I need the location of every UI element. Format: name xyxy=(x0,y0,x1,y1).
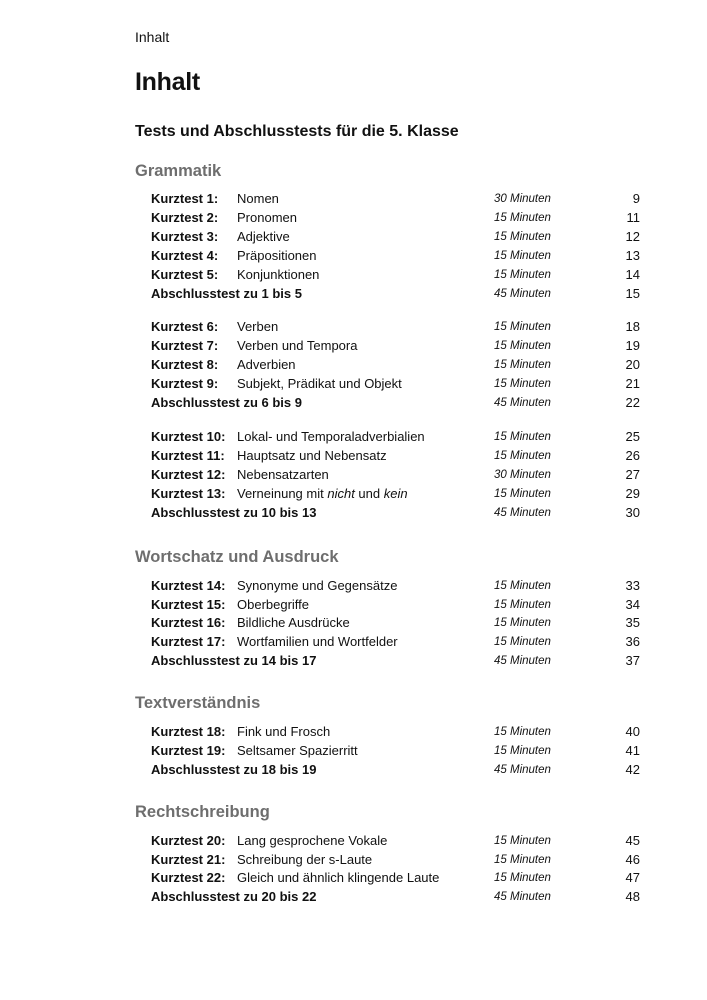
entry-label: Kurztest 3: xyxy=(151,229,219,244)
entry-label: Abschlusstest zu 10 bis 13 xyxy=(151,505,317,520)
section-heading-grammatik: Grammatik xyxy=(135,162,222,180)
entry-topic: Adverbien xyxy=(237,357,296,372)
entry-topic: Verben xyxy=(237,319,279,334)
entry-page-number: 37 xyxy=(625,653,640,668)
entry-topic: Lokal- und Temporaladverbialien xyxy=(237,429,425,444)
entry-duration: 15 Minuten xyxy=(494,636,551,648)
entry-duration: 45 Minuten xyxy=(494,397,551,409)
entry-page-number: 33 xyxy=(625,578,640,593)
entry-duration: 15 Minuten xyxy=(494,745,551,757)
entry-label: Abschlusstest zu 18 bis 19 xyxy=(151,762,317,777)
entry-page-number: 41 xyxy=(625,743,640,758)
entry-duration: 15 Minuten xyxy=(494,340,551,352)
entry-label: Kurztest 5: xyxy=(151,267,219,282)
toc-entry[interactable] xyxy=(151,465,640,484)
toc-entry[interactable] xyxy=(151,336,640,355)
entry-page-number: 15 xyxy=(625,286,640,301)
subtitle: Tests und Abschlusstests für die 5. Klasse xyxy=(135,123,459,140)
entry-label: Kurztest 22: xyxy=(151,870,226,885)
entry-page-number: 47 xyxy=(625,870,640,885)
entry-duration: 15 Minuten xyxy=(494,854,551,866)
entry-label: Kurztest 10: xyxy=(151,429,226,444)
entry-label: Abschlusstest zu 6 bis 9 xyxy=(151,395,302,410)
entry-topic: Pronomen xyxy=(237,210,297,225)
entry-duration: 15 Minuten xyxy=(494,599,551,611)
entry-topic xyxy=(237,484,408,503)
running-head: Inhalt xyxy=(135,29,170,45)
entry-label: Kurztest 14: xyxy=(151,578,226,593)
toc-entry[interactable] xyxy=(151,246,640,265)
entry-duration: 15 Minuten xyxy=(494,212,551,224)
entry-page-number: 30 xyxy=(625,505,640,520)
page-title: Inhalt xyxy=(135,68,200,96)
toc-summary-entry[interactable] xyxy=(151,887,640,906)
entry-label: Kurztest 17: xyxy=(151,634,226,649)
toc-entry[interactable] xyxy=(151,208,640,227)
entry-label: Kurztest 2: xyxy=(151,210,219,225)
entry-topic: Seltsamer Spazierritt xyxy=(237,743,358,758)
topic-text: und xyxy=(354,486,384,501)
entry-page-number: 27 xyxy=(625,467,640,482)
entry-page-number: 45 xyxy=(625,833,640,848)
entry-label: Kurztest 9: xyxy=(151,376,219,391)
entry-duration: 15 Minuten xyxy=(494,231,551,243)
toc-entry[interactable] xyxy=(151,189,640,208)
toc-entry[interactable] xyxy=(151,374,640,393)
entry-duration: 15 Minuten xyxy=(494,250,551,262)
toc-summary-entry[interactable] xyxy=(151,760,640,779)
entry-topic: Schreibung der s-Laute xyxy=(237,852,373,867)
entry-label: Kurztest 7: xyxy=(151,338,219,353)
entry-page-number: 40 xyxy=(625,724,640,739)
entry-page-number: 11 xyxy=(626,210,640,225)
entry-duration: 15 Minuten xyxy=(494,726,551,738)
toc-entry[interactable] xyxy=(151,427,640,446)
topic-emphasis: kein xyxy=(383,486,408,501)
entry-page-number: 42 xyxy=(625,762,640,777)
entry-page-number: 18 xyxy=(625,319,640,334)
entry-topic: Präpositionen xyxy=(237,248,317,263)
entry-duration: 15 Minuten xyxy=(494,488,551,500)
toc-summary-entry[interactable] xyxy=(151,503,640,522)
toc-entry[interactable] xyxy=(151,850,640,869)
entry-duration: 45 Minuten xyxy=(494,764,551,776)
entry-page-number: 25 xyxy=(625,429,640,444)
entry-duration: 15 Minuten xyxy=(494,431,551,443)
entry-page-number: 36 xyxy=(625,634,640,649)
toc-entry[interactable] xyxy=(151,227,640,246)
entry-duration: 30 Minuten xyxy=(494,469,551,481)
topic-emphasis: nicht xyxy=(327,486,355,501)
entry-label: Kurztest 12: xyxy=(151,467,226,482)
entry-label: Kurztest 11: xyxy=(151,448,225,463)
entry-label: Abschlusstest zu 1 bis 5 xyxy=(151,286,302,301)
entry-duration: 15 Minuten xyxy=(494,450,551,462)
toc-summary-entry[interactable] xyxy=(151,284,640,303)
entry-page-number: 35 xyxy=(625,615,640,630)
entry-label: Kurztest 8: xyxy=(151,357,219,372)
entry-page-number: 9 xyxy=(632,191,640,206)
toc-entry[interactable] xyxy=(151,741,640,760)
section-heading-wortschatz: Wortschatz und Ausdruck xyxy=(135,548,339,566)
toc-entry[interactable] xyxy=(151,868,640,887)
section-heading-rechtschreibung: Rechtschreibung xyxy=(135,803,270,821)
entry-label: Kurztest 6: xyxy=(151,319,219,334)
entry-page-number: 14 xyxy=(625,267,640,282)
entry-topic: Adjektive xyxy=(237,229,290,244)
toc-summary-entry[interactable] xyxy=(151,651,640,670)
entry-page-number: 20 xyxy=(625,357,640,372)
entry-label: Abschlusstest zu 20 bis 22 xyxy=(151,889,317,904)
entry-topic: Wortfamilien und Wortfelder xyxy=(237,634,398,649)
entry-label: Kurztest 19: xyxy=(151,743,226,758)
entry-duration: 30 Minuten xyxy=(494,193,551,205)
entry-label: Kurztest 16: xyxy=(151,615,226,630)
entry-page-number: 26 xyxy=(625,448,640,463)
entry-topic: Nomen xyxy=(237,191,279,206)
entry-page-number: 12 xyxy=(625,229,640,244)
toc-entry[interactable] xyxy=(151,632,640,651)
entry-topic: Konjunktionen xyxy=(237,267,320,282)
entry-topic: Gleich und ähnlich klingende Laute xyxy=(237,870,440,885)
entry-page-number: 21 xyxy=(625,376,640,391)
toc-entry[interactable] xyxy=(151,265,640,284)
entry-topic: Fink und Frosch xyxy=(237,724,331,739)
entry-page-number: 22 xyxy=(625,395,640,410)
entry-label: Kurztest 15: xyxy=(151,597,226,612)
entry-duration: 15 Minuten xyxy=(494,269,551,281)
toc-entry[interactable] xyxy=(151,317,640,336)
toc-entry[interactable] xyxy=(151,831,640,850)
toc-entry[interactable] xyxy=(151,722,640,741)
entry-label: Abschlusstest zu 14 bis 17 xyxy=(151,653,317,668)
entry-label: Kurztest 4: xyxy=(151,248,219,263)
entry-label: Kurztest 1: xyxy=(151,191,219,206)
toc-entry[interactable] xyxy=(151,595,640,614)
entry-topic: Nebensatzarten xyxy=(237,467,329,482)
topic-text: Verneinung mit xyxy=(237,486,328,501)
entry-label: Kurztest 18: xyxy=(151,724,226,739)
toc-entry[interactable] xyxy=(151,613,640,632)
entry-duration: 15 Minuten xyxy=(494,835,551,847)
entry-label: Kurztest 21: xyxy=(151,852,226,867)
toc-entry[interactable] xyxy=(151,576,640,595)
toc-summary-entry[interactable] xyxy=(151,393,640,412)
entry-duration: 15 Minuten xyxy=(494,378,551,390)
entry-page-number: 13 xyxy=(625,248,640,263)
entry-page-number: 29 xyxy=(625,486,640,501)
entry-page-number: 48 xyxy=(625,889,640,904)
entry-topic: Synonyme und Gegensätze xyxy=(237,578,398,593)
section-heading-textverstaendnis: Textverständnis xyxy=(135,694,261,712)
entry-page-number: 46 xyxy=(625,852,640,867)
entry-label: Kurztest 20: xyxy=(151,833,226,848)
entry-topic: Subjekt, Prädikat und Objekt xyxy=(237,376,402,391)
entry-duration: 45 Minuten xyxy=(494,507,551,519)
entry-topic: Verben und Tempora xyxy=(237,338,358,353)
entry-label: Kurztest 13: xyxy=(151,486,226,501)
entry-topic: Bildliche Ausdrücke xyxy=(237,615,350,630)
entry-topic: Hauptsatz und Nebensatz xyxy=(237,448,387,463)
entry-duration: 15 Minuten xyxy=(494,617,551,629)
toc-entry[interactable] xyxy=(151,446,640,465)
entry-duration: 45 Minuten xyxy=(494,891,551,903)
entry-page-number: 34 xyxy=(625,597,640,612)
entry-duration: 45 Minuten xyxy=(494,655,551,667)
entry-page-number: 19 xyxy=(625,338,640,353)
entry-duration: 15 Minuten xyxy=(494,359,551,371)
toc-entry[interactable] xyxy=(151,484,640,503)
toc-entry[interactable] xyxy=(151,355,640,374)
entry-topic: Lang gesprochene Vokale xyxy=(237,833,388,848)
entry-duration: 15 Minuten xyxy=(494,321,551,333)
entry-duration: 15 Minuten xyxy=(494,872,551,884)
entry-duration: 45 Minuten xyxy=(494,288,551,300)
entry-duration: 15 Minuten xyxy=(494,580,551,592)
entry-topic: Oberbegriffe xyxy=(237,597,310,612)
